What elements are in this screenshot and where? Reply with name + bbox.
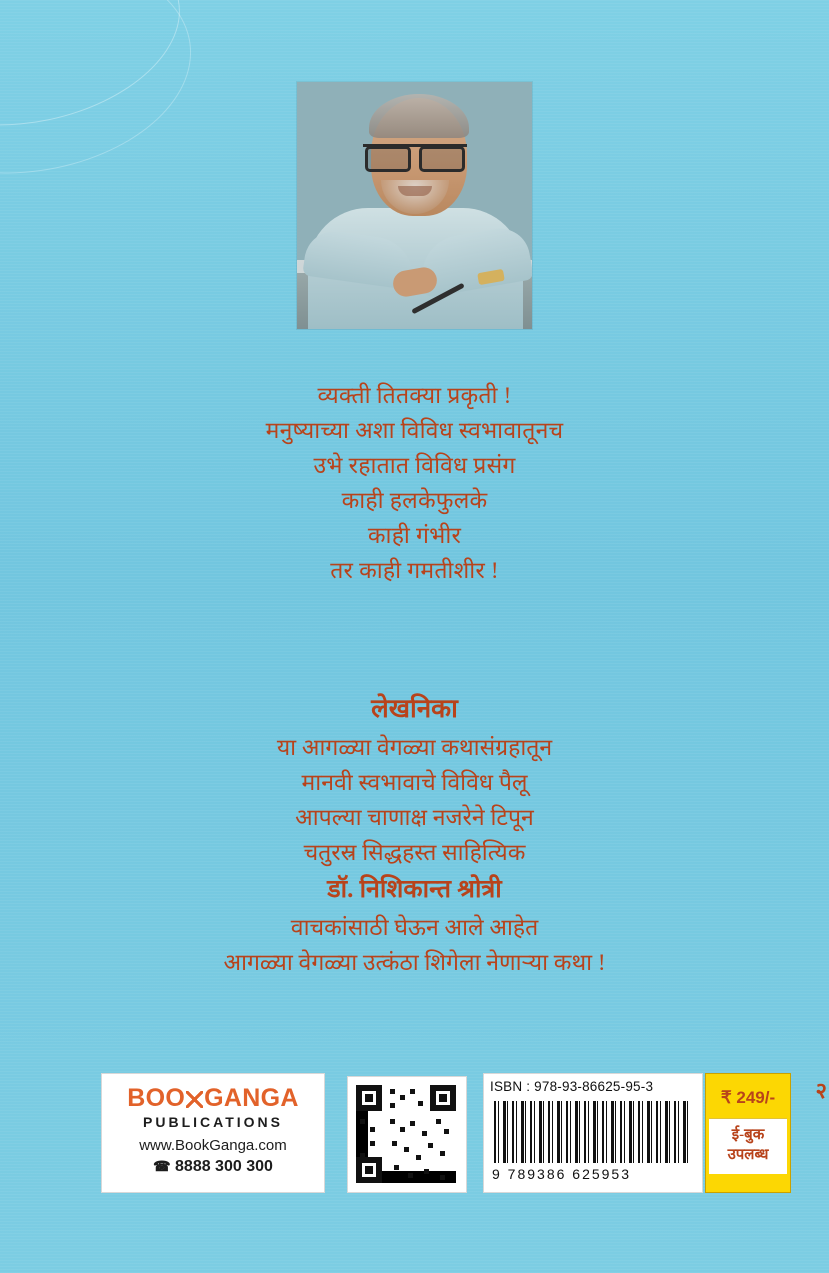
- verse-line-5: काही गंभीर: [367, 523, 462, 548]
- glasses-icon: [363, 144, 467, 169]
- price-panel: [705, 1073, 791, 1193]
- barcode: [494, 1101, 690, 1163]
- publisher-logo: [102, 1084, 324, 1113]
- blurb-line-3: आपल्या चाणाक्ष नजरेने टिपून: [295, 805, 534, 830]
- spine-mark: २: [815, 1078, 827, 1103]
- publisher-panel: [101, 1073, 325, 1193]
- author-photo: [297, 82, 532, 329]
- ebook-availability: [709, 1118, 787, 1174]
- publisher-phone: [102, 1158, 324, 1176]
- blurb-heading: लेखनिका: [371, 694, 458, 723]
- verse-line-6: तर काही गमतीशीर !: [330, 558, 499, 583]
- author-hair: [369, 94, 469, 138]
- blurb-line-1: या आगळ्या वेगळ्या कथासंग्रहातून: [276, 735, 553, 760]
- publisher-name-part1: BOO: [127, 1084, 186, 1112]
- author-photo-frame: [297, 82, 532, 329]
- author-name: डॉ. निशिकान्त श्रोत्री: [327, 876, 502, 903]
- blurb-closing-line-1: वाचकांसाठी घेऊन आले आहेत: [290, 915, 539, 940]
- publisher-subtitle: PUBLICATIONS: [143, 1114, 283, 1130]
- qr-code-panel[interactable]: [347, 1076, 467, 1193]
- blurb-line-2: मानवी स्वभावाचे विविध पैलू: [301, 770, 528, 795]
- decorative-swoosh-2: [0, 0, 205, 194]
- qr-code[interactable]: [356, 1085, 456, 1183]
- footer-strip: [0, 1073, 829, 1193]
- publisher-phone-number: 8888 300 300: [175, 1158, 273, 1175]
- publisher-name-part2: GANGA: [204, 1084, 299, 1112]
- bookganga-mark-icon: [186, 1091, 203, 1108]
- blurb-closing-line-2: आगळ्या वेगळ्या उत्कंठा शिगेला नेणाऱ्या कथा !: [223, 950, 606, 975]
- ebook-line-2: उपलब्ध: [727, 1147, 769, 1163]
- barcode-number: 9 789386 625953: [492, 1166, 631, 1182]
- verse-line-1: व्यक्ती तितक्या प्रकृती !: [317, 383, 512, 408]
- verse-line-4: काही हलकेफुलके: [341, 488, 488, 513]
- verse-line-3: उभे रहातात विविध प्रसंग: [313, 453, 516, 478]
- blurb-line-4: चतुरस्र सिद्धहस्त साहित्यिक: [303, 840, 526, 865]
- ebook-line-1: ई-बुक: [731, 1127, 765, 1143]
- phone-icon: ☎: [153, 1158, 171, 1174]
- publisher-website[interactable]: www.BookGanga.com: [139, 1137, 287, 1154]
- blurb-block: [0, 688, 829, 980]
- author-mouth: [398, 186, 432, 196]
- price-amount: ₹ 249/-: [720, 1088, 776, 1107]
- verse-line-2: मनुष्याच्या अशा विविध स्वभावातूनच: [265, 418, 564, 443]
- verse-block: [0, 378, 829, 588]
- isbn-panel: [483, 1073, 703, 1193]
- isbn-label: ISBN : 978-93-86625-95-3: [490, 1079, 654, 1094]
